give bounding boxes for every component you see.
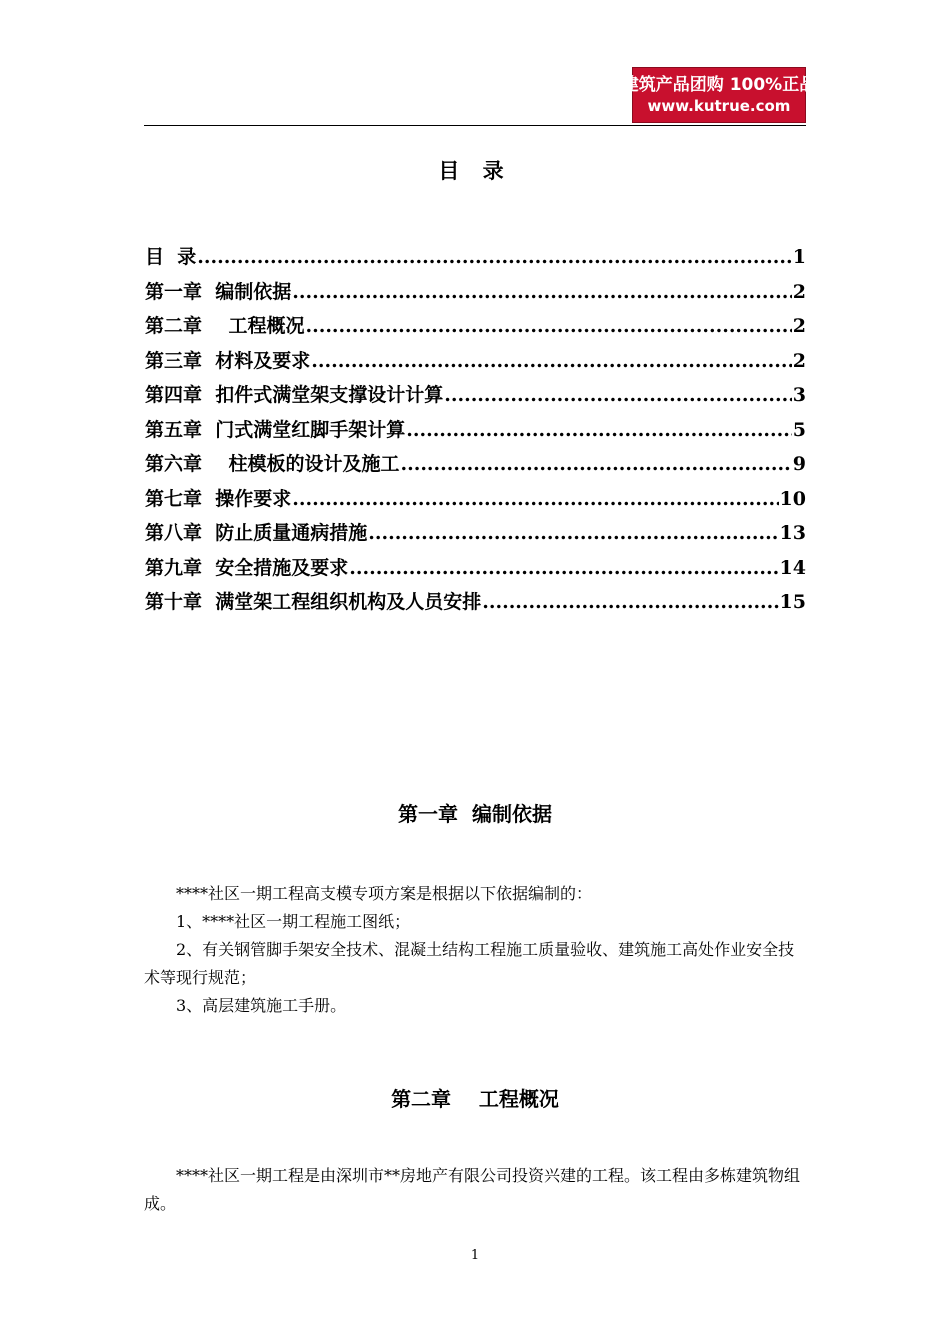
toc-entry[interactable]	[145, 482, 806, 517]
toc-leader-dots	[482, 585, 778, 620]
toc-entry-page: 1	[792, 246, 806, 268]
toc-entry[interactable]	[145, 447, 806, 482]
toc-entry-label: 第二章 工程概况	[145, 315, 305, 337]
toc-entry[interactable]	[145, 378, 806, 413]
toc-entry-label: 第一章 编制依据	[145, 280, 292, 303]
toc-title: 目 录	[438, 158, 512, 183]
toc-entry[interactable]	[145, 551, 806, 586]
paragraph: 3、高层建筑施工手册。	[176, 996, 347, 1015]
toc-entry-label: 第十章 满堂架工程组织机构及人员安排	[145, 591, 482, 613]
toc-entry[interactable]	[145, 240, 806, 275]
chapter-1-heading: 第一章 编制依据	[398, 802, 552, 826]
toc-entry-page: 2	[792, 349, 806, 372]
toc-leader-dots	[292, 482, 778, 517]
toc-entry-label: 第七章 操作要求	[145, 487, 292, 510]
toc-entry-page: 13	[779, 522, 806, 544]
toc-entry-label: 第六章 柱模板的设计及施工	[145, 453, 400, 475]
logo-url: www.kutrue.com	[647, 97, 791, 115]
toc-leader-dots	[197, 240, 792, 275]
toc-entry-page: 14	[779, 556, 806, 579]
toc-leader-dots	[349, 551, 778, 586]
table-of-contents	[145, 240, 806, 620]
kutrue-logo	[621, 67, 817, 123]
toc-entry-page: 9	[792, 453, 806, 475]
chapter-2-body	[144, 1162, 806, 1218]
toc-entry-page: 2	[792, 315, 806, 337]
toc-leader-dots	[368, 516, 778, 551]
toc-leader-dots	[311, 344, 792, 379]
toc-entry-label: 第四章 扣件式满堂架支撑设计计算	[145, 384, 444, 406]
toc-entry-page: 5	[792, 418, 806, 441]
toc-entry[interactable]	[145, 516, 806, 551]
page-number: 1	[470, 1248, 480, 1263]
toc-entry[interactable]	[145, 309, 806, 344]
toc-entry-label: 第九章 安全措施及要求	[145, 556, 349, 579]
toc-entry-page: 10	[779, 487, 806, 510]
toc-leader-dots	[444, 378, 792, 413]
toc-entry[interactable]	[145, 344, 806, 379]
paragraph: 2、有关钢管脚手架安全技术、混凝土结构工程施工质量验收、建筑施工高处作业安全技术等现行规范；	[144, 940, 795, 987]
toc-entry-page: 2	[792, 280, 806, 303]
toc-entry-label: 目 录	[145, 246, 197, 268]
toc-entry-page: 3	[792, 384, 806, 406]
toc-entry[interactable]	[145, 585, 806, 620]
toc-entry[interactable]	[145, 275, 806, 310]
toc-leader-dots	[406, 413, 792, 448]
logo-tagline: 建筑产品团购 100%正品	[621, 75, 817, 95]
header-rule	[144, 125, 806, 126]
toc-entry-label: 第三章 材料及要求	[145, 349, 311, 372]
paragraph: 1、****社区一期工程施工图纸；	[176, 912, 411, 931]
chapter-1-body	[144, 880, 806, 1020]
toc-entry-label: 第五章 门式满堂红脚手架计算	[145, 418, 406, 441]
toc-leader-dots	[400, 447, 791, 482]
toc-leader-dots	[305, 309, 791, 344]
toc-entry-page: 15	[779, 591, 806, 613]
paragraph: ****社区一期工程高支模专项方案是根据以下依据编制的：	[176, 884, 593, 903]
toc-entry-label: 第八章 防止质量通病措施	[145, 522, 368, 544]
toc-leader-dots	[292, 275, 792, 310]
paragraph: ****社区一期工程是由深圳市**房地产有限公司投资兴建的工程。该工程由多栋建筑物组成。	[144, 1166, 801, 1213]
toc-entry[interactable]	[145, 413, 806, 448]
chapter-2-heading: 第二章 工程概况	[391, 1087, 559, 1111]
